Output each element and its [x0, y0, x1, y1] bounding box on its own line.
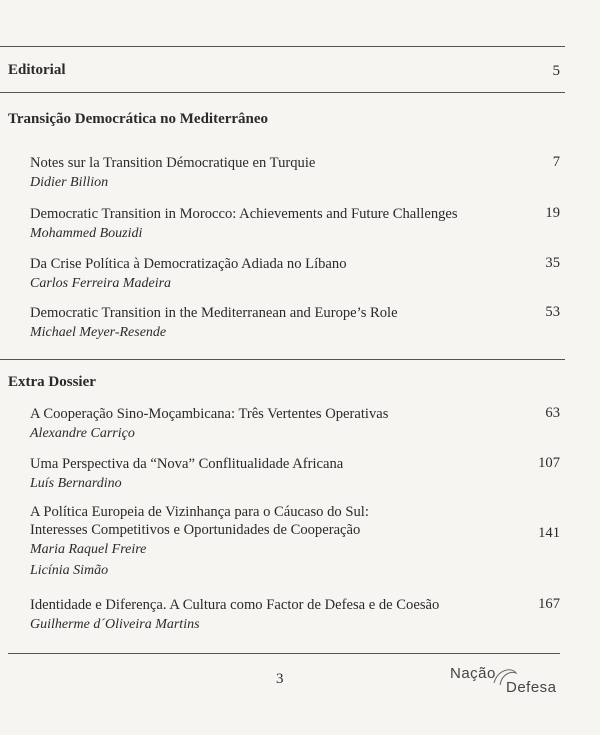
- entry-title: Identidade e Diferença. A Cultura como Factor de Defesa e de Coesão: [30, 597, 440, 613]
- entry-page-number: 53: [545, 304, 560, 320]
- logo-word-2: Defesa: [506, 679, 557, 696]
- entry-page-number: 63: [545, 405, 560, 421]
- entry-author: Carlos Ferreira Madeira: [30, 276, 172, 291]
- entry-page-number: 141: [538, 525, 560, 541]
- entry-author: Didier Billion: [30, 175, 109, 190]
- toc-entry[interactable]: [30, 503, 560, 581]
- entry-author: Mohammed Bouzidi: [30, 226, 143, 241]
- toc-entry[interactable]: [30, 304, 560, 343]
- entry-title: Da Crise Política à Democratização Adiada no Líbano: [30, 256, 347, 272]
- entry-page-number: 7: [552, 154, 560, 170]
- entry-title-line: A Política Europeia de Vizinhança para o Cáucaso do Sul:: [30, 504, 369, 520]
- toc-entry[interactable]: [30, 596, 560, 635]
- entry-title: Uma Perspectiva da “Nova” Conflitualidade Africana: [30, 456, 344, 472]
- entry-title: Democratic Transition in the Mediterranean and Europe’s Role: [30, 305, 398, 321]
- entry-page-number: 107: [538, 455, 560, 471]
- entry-author: Guilherme d´Oliveira Martins: [30, 617, 200, 632]
- toc-entry[interactable]: [30, 205, 560, 244]
- toc-entry[interactable]: [30, 154, 560, 193]
- publication-logo: [450, 665, 570, 705]
- editorial-heading: Editorial: [8, 62, 66, 78]
- footer-divider: [8, 653, 560, 654]
- logo-word-1: Nação: [450, 665, 496, 682]
- entry-page-number: 167: [538, 596, 560, 612]
- toc-entry[interactable]: [30, 455, 560, 494]
- entry-author: Licínia Simão: [30, 563, 109, 578]
- editorial-page-number: 5: [552, 63, 560, 79]
- toc-entry[interactable]: [30, 405, 560, 444]
- section-heading-mediterraneo: Transição Democrática no Mediterrâneo: [8, 111, 269, 127]
- entry-title: A Cooperação Sino-Moçambicana: Três Vertentes Operativas: [30, 406, 389, 422]
- section-divider: [0, 92, 565, 93]
- entry-title: Notes sur la Transition Démocratique en Turquie: [30, 155, 316, 171]
- entry-author: Michael Meyer-Resende: [30, 325, 167, 340]
- entry-page-number: 35: [545, 255, 560, 271]
- section-heading-extra-dossier: Extra Dossier: [8, 374, 96, 390]
- section-divider: [0, 359, 565, 360]
- entry-author: Luís Bernardino: [30, 476, 122, 491]
- entry-title-line: Interesses Competitivos e Oportunidades de Cooperação: [30, 522, 361, 538]
- entry-author: Maria Raquel Freire: [30, 542, 147, 557]
- entry-page-number: 19: [545, 205, 560, 221]
- folio-page-number: 3: [276, 671, 284, 687]
- entry-title: Democratic Transition in Morocco: Achievements and Future Challenges: [30, 206, 458, 222]
- top-divider: [0, 46, 565, 47]
- entry-author: Alexandre Carriço: [30, 426, 135, 441]
- toc-entry[interactable]: [30, 255, 560, 294]
